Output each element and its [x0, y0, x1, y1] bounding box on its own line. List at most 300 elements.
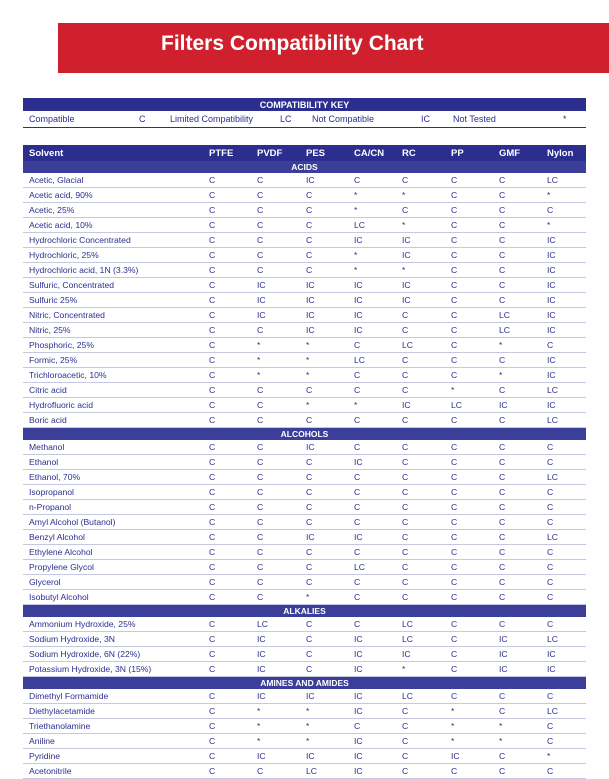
compat-cell: C [499, 766, 506, 776]
title-banner [58, 23, 609, 73]
compat-cell: C [402, 562, 409, 572]
compat-cell: IC [402, 295, 411, 305]
compat-cell: C [451, 664, 458, 674]
compat-cell: IC [547, 325, 556, 335]
compat-cell: C [451, 577, 458, 587]
compat-cell: C [257, 442, 264, 452]
compat-cell: C [306, 190, 313, 200]
compat-cell: C [306, 649, 313, 659]
compat-cell: * [354, 265, 358, 275]
compat-cell: C [209, 577, 216, 587]
compat-cell: C [209, 472, 216, 482]
compat-cell: C [451, 355, 458, 365]
solvent-name: Formic, 25% [29, 355, 78, 365]
solvent-name: Glycerol [29, 577, 61, 587]
compat-cell: C [257, 502, 264, 512]
compat-cell: C [209, 649, 216, 659]
compat-cell: IC [499, 664, 508, 674]
compat-cell: C [451, 250, 458, 260]
compat-cell: C [547, 547, 554, 557]
compat-cell: IC [402, 400, 411, 410]
col-header-pp: PP [451, 148, 464, 159]
compat-cell: IC [547, 295, 556, 305]
compatibility-table [23, 145, 586, 779]
compat-cell: C [257, 265, 264, 275]
compat-cell: IC [354, 706, 363, 716]
compat-cell: C [306, 619, 313, 629]
compat-cell: C [354, 547, 361, 557]
compat-cell: C [354, 487, 361, 497]
compat-cell: C [257, 385, 264, 395]
table-row [23, 383, 586, 398]
compat-cell: IC [547, 664, 556, 674]
solvent-name: Nitric, 25% [29, 325, 71, 335]
compat-cell: * [306, 340, 310, 350]
compat-cell: C [209, 190, 216, 200]
compat-cell: * [257, 721, 261, 731]
compat-cell: * [402, 220, 406, 230]
compat-cell: C [257, 220, 264, 230]
compat-cell: C [499, 472, 506, 482]
solvent-name: n-Propanol [29, 502, 72, 512]
compat-cell: LC [451, 400, 462, 410]
solvent-name: Methanol [29, 442, 65, 452]
table-row [23, 455, 586, 470]
table-row [23, 575, 586, 590]
compat-cell: * [451, 706, 455, 716]
compat-cell: IC [547, 250, 556, 260]
col-header-gmf: GMF [499, 148, 521, 159]
compat-cell: C [402, 547, 409, 557]
compat-cell: C [499, 235, 506, 245]
solvent-name: Nitric, Concentrated [29, 310, 105, 320]
compat-cell: C [402, 532, 409, 542]
compat-cell: C [451, 619, 458, 629]
key-not-tested-code: * [563, 114, 567, 124]
compat-cell: * [402, 265, 406, 275]
compat-cell: IC [306, 532, 315, 542]
compat-cell: C [209, 562, 216, 572]
compat-cell: LC [547, 706, 558, 716]
solvent-name: Acetic, Glacial [29, 175, 84, 185]
compat-cell: C [209, 250, 216, 260]
compat-cell: C [451, 634, 458, 644]
compat-cell: C [402, 592, 409, 602]
table-row [23, 530, 586, 545]
compat-cell: C [306, 634, 313, 644]
table-row [23, 323, 586, 338]
compat-cell: C [547, 736, 554, 746]
compat-cell: C [209, 547, 216, 557]
compat-cell: C [499, 442, 506, 452]
compat-cell: C [451, 415, 458, 425]
compat-cell: C [451, 220, 458, 230]
table-row [23, 647, 586, 662]
compat-cell: IC [257, 310, 266, 320]
table-row [23, 308, 586, 323]
compat-cell: C [209, 175, 216, 185]
compat-cell: * [499, 370, 503, 380]
solvent-name: Hydrochloric acid, 1N (3.3%) [29, 265, 139, 275]
compat-cell: LC [354, 562, 365, 572]
compat-cell: C [209, 205, 216, 215]
compat-cell: IC [499, 649, 508, 659]
key-not-compatible-label: Not Compatible [312, 114, 375, 124]
compatibility-key [23, 98, 586, 128]
compat-cell: C [499, 415, 506, 425]
compat-cell: C [499, 517, 506, 527]
compat-cell: C [306, 664, 313, 674]
compat-cell: * [499, 340, 503, 350]
compat-cell: C [451, 340, 458, 350]
compat-cell: C [547, 592, 554, 602]
compat-cell: IC [354, 634, 363, 644]
solvent-name: Aniline [29, 736, 55, 746]
compat-cell: C [402, 355, 409, 365]
compat-cell: IC [354, 310, 363, 320]
compat-cell: C [499, 751, 506, 761]
key-row [23, 111, 586, 128]
compat-cell: IC [257, 691, 266, 701]
compat-cell: C [499, 295, 506, 305]
solvent-name: Phosphoric, 25% [29, 340, 94, 350]
compat-cell: C [209, 340, 216, 350]
compat-cell: C [547, 766, 554, 776]
compat-cell: C [209, 385, 216, 395]
key-compatible-label: Compatible [29, 114, 75, 124]
compat-cell: C [499, 190, 506, 200]
compat-cell: IC [547, 649, 556, 659]
table-row [23, 515, 586, 530]
table-row [23, 440, 586, 455]
compat-cell: C [257, 175, 264, 185]
compat-cell: C [547, 442, 554, 452]
compat-cell: C [402, 385, 409, 395]
compat-cell: C [209, 502, 216, 512]
solvent-name: Boric acid [29, 415, 67, 425]
table-row [23, 353, 586, 368]
compat-cell: C [451, 592, 458, 602]
compat-cell: C [257, 325, 264, 335]
compat-cell: C [547, 691, 554, 701]
section-header: ALKALIES [23, 605, 586, 617]
compat-cell: C [354, 175, 361, 185]
compat-cell: IC [547, 280, 556, 290]
col-header-nylon: Nylon [547, 148, 574, 159]
compat-cell: C [306, 235, 313, 245]
table-row [23, 203, 586, 218]
compat-cell: C [306, 385, 313, 395]
compat-cell: C [209, 400, 216, 410]
solvent-name: Amyl Alcohol (Butanol) [29, 517, 116, 527]
compat-cell: C [499, 385, 506, 395]
compat-cell: * [306, 400, 310, 410]
compat-cell: IC [306, 310, 315, 320]
compat-cell: C [451, 370, 458, 380]
compat-cell: C [209, 325, 216, 335]
table-row [23, 293, 586, 308]
compat-cell: IC [499, 400, 508, 410]
compat-cell: C [499, 592, 506, 602]
compat-cell: IC [354, 280, 363, 290]
compat-cell: IC [402, 649, 411, 659]
compat-cell: C [402, 706, 409, 716]
compat-cell: C [306, 457, 313, 467]
compat-cell: * [306, 706, 310, 716]
compat-cell: C [499, 220, 506, 230]
compat-cell: IC [306, 691, 315, 701]
compat-cell: C [402, 310, 409, 320]
compat-cell: IC [354, 691, 363, 701]
compat-cell: C [499, 706, 506, 716]
compat-cell: C [209, 265, 216, 275]
compat-cell: LC [547, 175, 558, 185]
compat-cell: IC [354, 766, 363, 776]
compat-cell: C [402, 472, 409, 482]
compat-cell: C [451, 280, 458, 290]
compat-cell: * [257, 340, 261, 350]
compat-cell: C [499, 175, 506, 185]
compat-cell: * [257, 355, 261, 365]
compat-cell: IC [354, 751, 363, 761]
compat-cell: IC [451, 751, 460, 761]
compat-cell: C [499, 205, 506, 215]
compat-cell: C [451, 175, 458, 185]
key-not-compatible-code: IC [421, 114, 430, 124]
compat-cell: * [402, 190, 406, 200]
compat-cell: C [209, 442, 216, 452]
compat-cell: C [354, 385, 361, 395]
table-row [23, 398, 586, 413]
compat-cell: IC [354, 664, 363, 674]
col-header-pes: PES [306, 148, 326, 159]
compat-cell: C [402, 721, 409, 731]
section-header: AMINES AND AMIDES [23, 677, 586, 689]
compat-cell: IC [547, 400, 556, 410]
compat-cell: C [547, 562, 554, 572]
table-row [23, 233, 586, 248]
compat-cell: C [209, 235, 216, 245]
compat-cell: C [306, 265, 313, 275]
compat-cell: C [257, 400, 264, 410]
table-row [23, 545, 586, 560]
compat-cell: C [209, 517, 216, 527]
compat-cell: LC [402, 340, 413, 350]
compat-cell: * [306, 370, 310, 380]
compat-cell: * [547, 751, 551, 761]
compat-cell: C [257, 190, 264, 200]
compat-cell: LC [499, 325, 510, 335]
compat-cell: C [451, 517, 458, 527]
compat-cell: C [306, 502, 313, 512]
compat-cell: C [209, 370, 216, 380]
table-row [23, 248, 586, 263]
compat-cell: C [354, 502, 361, 512]
solvent-name: Ethylene Alcohol [29, 547, 93, 557]
compat-cell: C [547, 487, 554, 497]
compat-cell: C [451, 190, 458, 200]
compat-cell: C [451, 487, 458, 497]
compat-cell: C [306, 547, 313, 557]
compat-cell: IC [257, 664, 266, 674]
table-row [23, 704, 586, 719]
compat-cell: LC [354, 220, 365, 230]
compat-cell: C [499, 487, 506, 497]
compat-cell: IC [257, 280, 266, 290]
compat-cell: C [257, 472, 264, 482]
compat-cell: * [306, 592, 310, 602]
table-row [23, 368, 586, 383]
table-row [23, 470, 586, 485]
key-limited-code: LC [280, 114, 292, 124]
solvent-name: Triethanolamine [29, 721, 91, 731]
compat-cell: C [209, 634, 216, 644]
table-row [23, 263, 586, 278]
solvent-name: Hydrofluoric acid [29, 400, 93, 410]
solvent-name: Ethanol, 70% [29, 472, 81, 482]
compat-cell: C [209, 691, 216, 701]
compat-cell: C [257, 487, 264, 497]
compat-cell: C [306, 487, 313, 497]
compat-cell: C [402, 442, 409, 452]
table-row [23, 500, 586, 515]
solvent-name: Potassium Hydroxide, 3N (15%) [29, 664, 152, 674]
compat-cell: C [499, 502, 506, 512]
compat-cell: * [257, 706, 261, 716]
compat-cell: LC [402, 691, 413, 701]
table-row [23, 413, 586, 428]
solvent-name: Acetic acid, 90% [29, 190, 93, 200]
compat-cell: C [354, 472, 361, 482]
compat-cell: C [209, 766, 216, 776]
table-row [23, 617, 586, 632]
solvent-name: Dimethyl Formamide [29, 691, 109, 701]
compat-cell: LC [547, 634, 558, 644]
compat-cell: C [451, 502, 458, 512]
compat-cell: C [257, 250, 264, 260]
table-row [23, 734, 586, 749]
compat-cell: IC [354, 235, 363, 245]
compat-cell: C [402, 766, 409, 776]
compat-cell: C [209, 619, 216, 629]
compat-cell: C [257, 532, 264, 542]
compat-cell: IC [402, 235, 411, 245]
compat-cell: C [499, 457, 506, 467]
compat-cell: C [451, 325, 458, 335]
compat-cell: IC [257, 295, 266, 305]
compat-cell: C [209, 721, 216, 731]
table-row [23, 338, 586, 353]
compat-cell: C [354, 592, 361, 602]
solvent-name: Benzyl Alcohol [29, 532, 85, 542]
compat-cell: * [306, 736, 310, 746]
compat-cell: IC [547, 355, 556, 365]
key-heading: COMPATIBILITY KEY [23, 98, 586, 111]
compat-cell: C [499, 250, 506, 260]
compat-cell: IC [306, 280, 315, 290]
compat-cell: C [499, 355, 506, 365]
compat-cell: C [499, 562, 506, 572]
compat-cell: C [209, 664, 216, 674]
compat-cell: * [547, 220, 551, 230]
compat-cell: IC [306, 175, 315, 185]
compat-cell: C [451, 532, 458, 542]
col-header-ca-cn: CA/CN [354, 148, 385, 159]
solvent-name: Trichloroacetic, 10% [29, 370, 107, 380]
compat-cell: C [354, 340, 361, 350]
compat-cell: C [499, 532, 506, 542]
compat-cell: * [306, 355, 310, 365]
table-row [23, 749, 586, 764]
compat-cell: C [354, 415, 361, 425]
compat-cell: IC [354, 457, 363, 467]
compat-cell: C [209, 751, 216, 761]
compat-cell: C [451, 691, 458, 701]
solvent-name: Hydrochloric, 25% [29, 250, 99, 260]
compat-cell: C [306, 415, 313, 425]
compat-cell: C [547, 517, 554, 527]
compat-cell: C [499, 691, 506, 701]
table-row [23, 590, 586, 605]
compat-cell: C [402, 577, 409, 587]
compat-cell: C [257, 205, 264, 215]
compat-cell: C [257, 766, 264, 776]
table-row [23, 173, 586, 188]
compat-cell: C [402, 457, 409, 467]
compat-cell: IC [547, 310, 556, 320]
compat-cell: LC [257, 619, 268, 629]
compat-cell: LC [499, 310, 510, 320]
table-row [23, 188, 586, 203]
compat-cell: C [354, 721, 361, 731]
solvent-name: Hydrochloric Concentrated [29, 235, 131, 245]
key-limited-label: Limited Compatibility [170, 114, 254, 124]
compat-cell: LC [547, 472, 558, 482]
compat-cell: C [547, 340, 554, 350]
compat-cell: C [306, 517, 313, 527]
compat-cell: IC [257, 751, 266, 761]
table-row [23, 632, 586, 647]
compat-cell: C [451, 457, 458, 467]
compat-cell: * [354, 205, 358, 215]
compat-cell: C [499, 577, 506, 587]
compat-cell: C [209, 706, 216, 716]
compat-cell: IC [257, 634, 266, 644]
compat-cell: C [402, 370, 409, 380]
compat-cell: C [547, 502, 554, 512]
compat-cell: C [402, 502, 409, 512]
compat-cell: C [209, 457, 216, 467]
compat-cell: C [209, 736, 216, 746]
compat-cell: IC [257, 649, 266, 659]
compat-cell: C [402, 517, 409, 527]
solvent-name: Acetic acid, 10% [29, 220, 93, 230]
table-row [23, 719, 586, 734]
compat-cell: C [306, 205, 313, 215]
compat-cell: C [402, 415, 409, 425]
solvent-name: Ethanol [29, 457, 59, 467]
compat-cell: IC [354, 649, 363, 659]
compat-cell: C [209, 487, 216, 497]
compat-cell: C [306, 562, 313, 572]
compat-cell: LC [547, 415, 558, 425]
compat-cell: C [451, 766, 458, 776]
compat-cell: C [257, 517, 264, 527]
compat-cell: IC [499, 634, 508, 644]
compat-cell: C [257, 547, 264, 557]
compat-cell: C [354, 442, 361, 452]
compat-cell: LC [547, 385, 558, 395]
